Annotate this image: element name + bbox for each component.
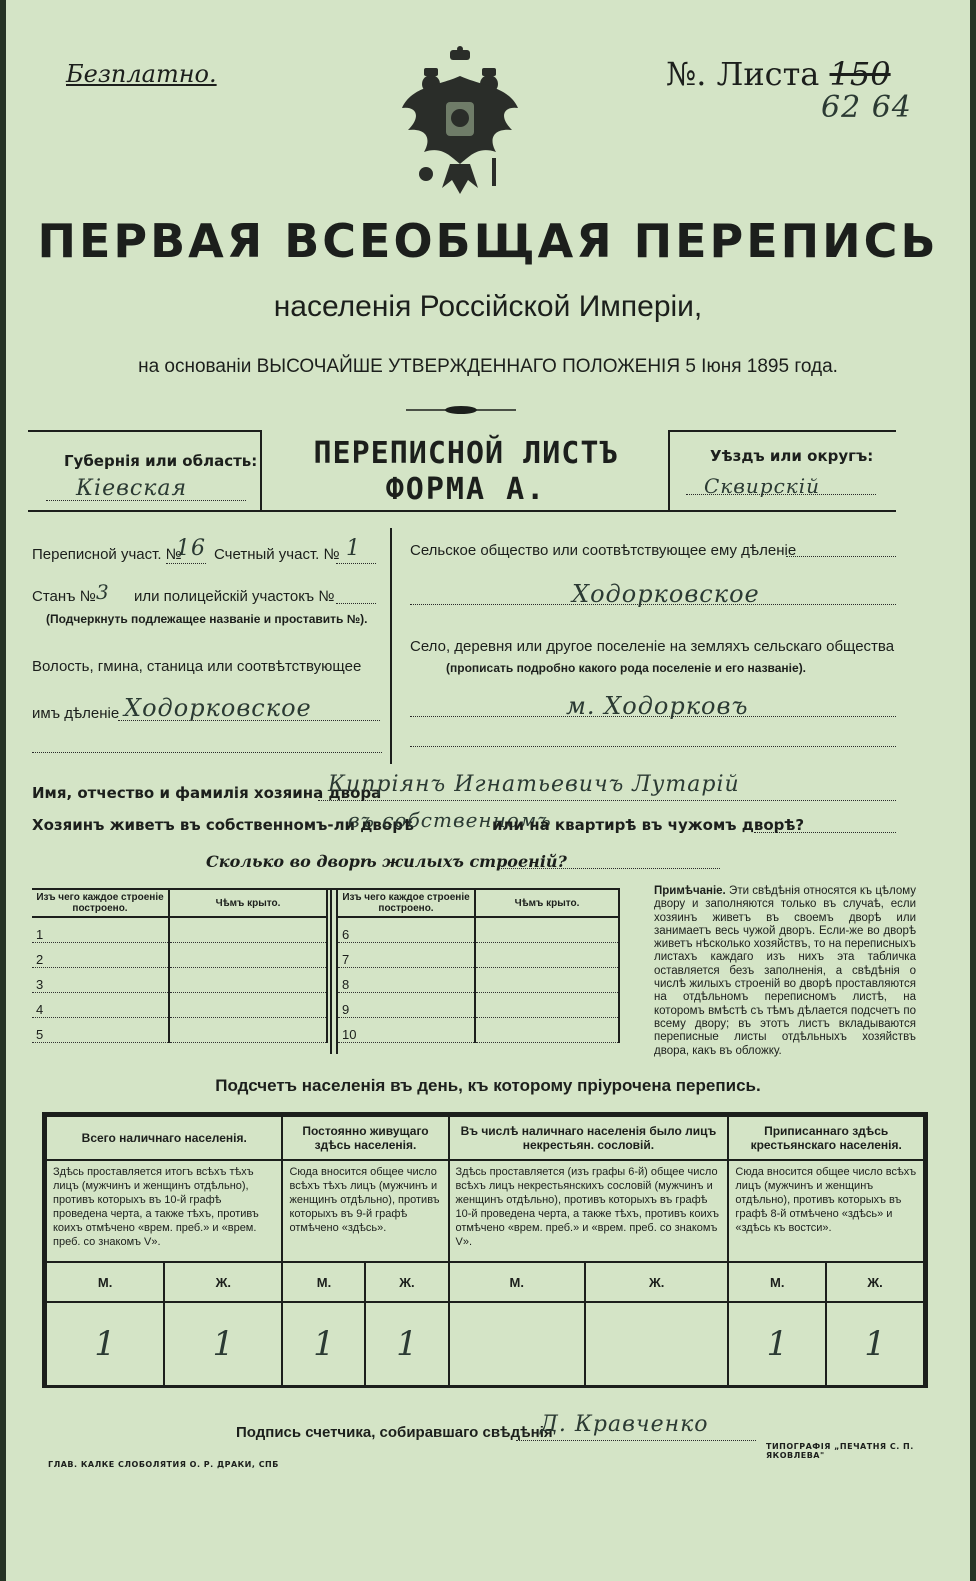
non-peasant-female <box>585 1302 728 1386</box>
community-value: Ходорковское <box>572 580 760 608</box>
buildings-row-number: 6 <box>338 917 475 943</box>
buildings-row-number: 9 <box>338 993 475 1018</box>
living-label: Хозяинъ живетъ въ собственномъ-ли дворѣ <box>32 816 414 834</box>
living-label-2: или на квартирѣ въ чужомъ дворѣ? <box>492 816 805 834</box>
census-section-label: Переписной участ. № <box>32 546 182 563</box>
note <box>654 885 916 1058</box>
buildings-row-number: 3 <box>32 968 169 993</box>
male-header: М. <box>282 1262 365 1302</box>
pop-col-desc: Сюда вносится общее число всѣхъ лицъ (мужчинъ и женщинъ отдѣльно), противъ которыхъ въ графѣ 8-й отмѣчено «здѣсь» и «здѣсь къ востси». <box>728 1160 924 1262</box>
volost-label: Волость, гмина, станица или соотвѣтствующее <box>32 658 362 675</box>
buildings-row-number: 7 <box>338 943 475 968</box>
sheet-number <box>666 55 891 93</box>
uezd-value: Сквирскій <box>704 474 820 498</box>
living-value: въ собственномъ <box>348 808 552 832</box>
buildings-row-roof <box>475 968 619 993</box>
female-header: Ж. <box>585 1262 728 1302</box>
buildings-row <box>338 968 619 993</box>
printer-imprint-left: ГЛАВ. КАЛКЕ СЛОБОЛЯТИЯ О. Р. ДРАКИ, СПБ <box>48 1460 279 1469</box>
stan-value: 3 <box>96 580 110 604</box>
double-headed-eagle-emblem-icon <box>398 46 522 196</box>
buildings-col-roof: Чѣмъ крыто. <box>169 890 327 917</box>
population-table <box>42 1112 928 1388</box>
owner-name: Кипріянъ Игнатьевичъ Лутарій <box>328 772 740 797</box>
buildings-table-left <box>32 890 328 1043</box>
buildings-row-number: 10 <box>338 1018 475 1043</box>
buildings-col-material: Изъ чего каждое строеніе построено. <box>32 890 169 917</box>
census-sheet <box>6 0 970 1581</box>
buildings-row-roof <box>475 943 619 968</box>
buildings-row-roof <box>169 993 327 1018</box>
police-section-label: или полицейскій участокъ № <box>134 588 335 605</box>
female-header: Ж. <box>826 1262 924 1302</box>
buildings-row-roof <box>475 917 619 943</box>
underline-note: (Подчеркнуть подлежащее названіе и проставить №). <box>46 612 368 626</box>
buildings-row <box>338 1018 619 1043</box>
village-note: (прописать подробно какого рода поселеніе и его названіе). <box>446 661 807 675</box>
buildings-row <box>32 968 327 993</box>
buildings-row <box>32 917 327 943</box>
buildings-row <box>338 993 619 1018</box>
buildings-row-roof <box>169 968 327 993</box>
gubernia-value: Кіевская <box>76 476 188 501</box>
buildings-table-right <box>338 890 620 1043</box>
volost-label-2: имъ дѣленіе <box>32 705 120 722</box>
gubernia-label: Губернія или область: <box>64 452 258 470</box>
pop-col-head: Приписаннаго здѣсь крестьянскаго населенія. <box>728 1116 924 1160</box>
buildings-row-number: 5 <box>32 1018 169 1043</box>
male-header: М. <box>449 1262 586 1302</box>
buildings-row-roof <box>169 917 327 943</box>
free-label: Безплатно. <box>66 60 217 88</box>
page-subtitle: населенія Россійской Имперіи, <box>273 290 703 323</box>
permanent-male: 1 <box>282 1302 365 1386</box>
note-head: Примѣчаніе. <box>654 885 726 897</box>
buildings-row <box>338 917 619 943</box>
stan-label: Станъ № <box>32 588 96 605</box>
buildings-row-roof <box>169 943 327 968</box>
buildings-row-number: 2 <box>32 943 169 968</box>
form-title: ПЕРЕПИСНОЙ ЛИСТЪ <box>313 436 619 471</box>
total-present-female: 1 <box>164 1302 282 1386</box>
buildings-row-number: 8 <box>338 968 475 993</box>
owner-label: Имя, отчество и фамилія хозяина двора <box>32 784 382 802</box>
registered-peasant-female: 1 <box>826 1302 924 1386</box>
count-section-label: Счетный участ. № <box>214 546 340 563</box>
permanent-female: 1 <box>365 1302 448 1386</box>
community-label: Сельское общество или соотвѣтствующее ему дѣленіе <box>410 542 797 559</box>
note-text: Эти свѣдѣнія относятся къ цѣлому двору и заполняются только въ случаѣ, если хозяинъ живетъ въ своемъ дворѣ или занимаетъ весь чужой дворъ. Если-же во дворѣ живетъ нѣсколько хозяйствъ, то на переписныхъ листахъ каждаго изъ нихъ эта табличка оставляется безъ заполненія, а свѣдѣнія о числѣ жилыхъ строеній во дворѣ проставляются на отдѣльномъ переписномъ листѣ, на которомъ вмѣстѣ съ тѣмъ дѣлается подсчетъ по всему двору; въ этотъ листъ вкладываются переписные листы отдѣльныхъ хозяйствъ двора, какъ въ обложку. <box>654 885 917 1057</box>
sheet-number-struck: 150 <box>829 55 891 93</box>
buildings-row-roof <box>475 1018 619 1043</box>
male-header: М. <box>46 1262 164 1302</box>
pop-col-desc: Здѣсь проставляется итогъ всѣхъ тѣхъ лицъ (мужчинъ и женщинъ отдѣльно), противъ которыхъ въ 10-й графѣ проведена черта, а также тѣхъ, противъ коихъ отмѣчено «врем. преб.» и «врем. преб. со знакомъ V». <box>46 1160 282 1262</box>
census-section-value: 16 <box>176 536 206 561</box>
pop-col-head: Всего наличнаго населенія. <box>46 1116 282 1160</box>
page-title: ПЕРВАЯ ВСЕОБЩАЯ ПЕРЕПИСЬ <box>37 214 939 268</box>
pop-col-desc: Сюда вносится общее число всѣхъ тѣхъ лицъ (мужчинъ и женщинъ отдѣльно), противъ которыхъ въ 9-й графѣ отмѣчено «здѣсь». <box>282 1160 448 1262</box>
buildings-row <box>338 943 619 968</box>
buildings-row-roof <box>475 993 619 1018</box>
printer-imprint-right: ТИПОГРАФІЯ „ПЕЧАТНЯ С. П. ЯКОВЛЕВА" <box>766 1442 914 1460</box>
legal-basis: на основаніи ВЫСОЧАЙШЕ УТВЕРЖДЕННАГО ПОЛОЖЕНІЯ 5 Іюня 1895 года. <box>138 356 838 377</box>
non-peasant-male <box>449 1302 586 1386</box>
buildings-row-number: 4 <box>32 993 169 1018</box>
pop-col-desc: Здѣсь проставляется (изъ графы 6-й) общее число всѣхъ лицъ некрестьянскихъ сословій (мужчинъ и женщинъ отдѣльно), противъ которыхъ въ графѣ 10-й проведена черта, а также тѣхъ, противъ коихъ отмѣчено «врем. преб.» и «врем. преб. со знакомъ V». <box>449 1160 729 1262</box>
buildings-row-number: 1 <box>32 917 169 943</box>
village-label: Село, деревня или другое поселеніе на земляхъ сельскаго общества <box>410 638 895 655</box>
count-section-value: 1 <box>346 536 361 561</box>
male-header: М. <box>728 1262 826 1302</box>
pop-col-head: Въ числѣ наличнаго населенія было лицъ некрестьян. сословій. <box>449 1116 729 1160</box>
buildings-row <box>32 993 327 1018</box>
female-header: Ж. <box>164 1262 282 1302</box>
uezd-label: Уѣздъ или округъ: <box>710 447 874 465</box>
total-present-male: 1 <box>46 1302 164 1386</box>
buildings-col-material-2: Изъ чего каждое строеніе построено. <box>338 890 475 917</box>
registered-peasant-male: 1 <box>728 1302 826 1386</box>
form-subtitle: ФОРМА А. <box>385 472 547 507</box>
buildings-label: Сколько во дворѣ жилыхъ строеній? <box>206 852 567 871</box>
population-title: Подсчетъ населенія въ день, къ которому пріурочена перепись. <box>215 1076 761 1095</box>
sheet-number-label: №. Листа <box>666 55 820 93</box>
village-value: м. Ходорковъ <box>566 692 749 720</box>
buildings-col-roof-2: Чѣмъ крыто. <box>475 890 619 917</box>
buildings-row <box>32 1018 327 1043</box>
female-header: Ж. <box>365 1262 448 1302</box>
signature-value: Д. Кравченко <box>540 1412 709 1437</box>
signature-label: Подпись счетчика, собиравшаго свѣдѣнія <box>236 1424 553 1441</box>
sheet-number-handwritten: 62 64 <box>821 90 912 125</box>
ornament-divider-icon <box>406 405 516 415</box>
volost-value: Ходорковское <box>124 694 312 722</box>
pop-col-head: Постоянно живущаго здѣсь населенія. <box>282 1116 448 1160</box>
buildings-row <box>32 943 327 968</box>
buildings-row-roof <box>169 1018 327 1043</box>
